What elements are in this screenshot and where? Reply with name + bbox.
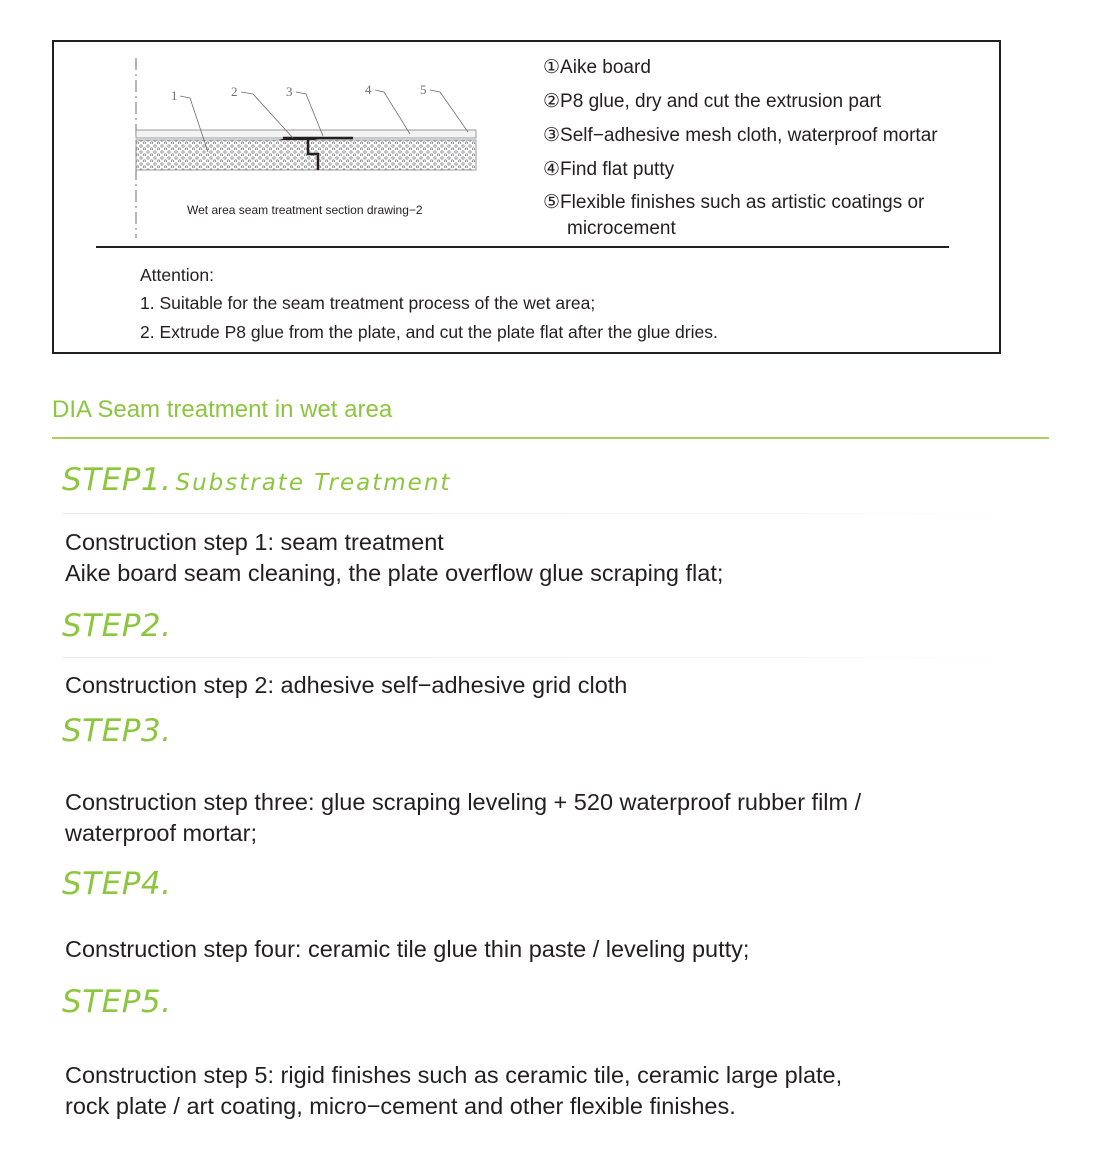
board-layer	[136, 140, 476, 170]
step-4-title	[62, 866, 171, 902]
step-3-label: STEP3.	[62, 713, 172, 749]
step-5-line-1: Construction step 5: rigid finishes such as ceramic tile, ceramic large plate,	[65, 1062, 843, 1088]
callout-2: 2	[231, 84, 238, 99]
step-4-line-1: Construction step four: ceramic tile glue thin paste / leveling putty;	[65, 936, 750, 962]
step-3-line-1: Construction step three: glue scraping leveling + 520 waterproof rubber film /	[65, 789, 862, 815]
section-title: DIA Seam treatment in wet area	[52, 396, 393, 423]
step-1-title	[62, 462, 451, 498]
step-3-title	[62, 713, 171, 749]
attention-item-1: 1. Suitable for the seam treatment process of the wet area;	[140, 293, 596, 313]
section-drawing	[118, 48, 478, 248]
step-1-rule	[62, 513, 1032, 514]
callout-4: 4	[365, 82, 372, 97]
leader-3	[296, 92, 323, 136]
legend-item-3: ③Self−adhesive mesh cloth, waterproof mortar	[543, 125, 938, 146]
step-2-label: STEP2.	[62, 608, 172, 644]
leader-5	[430, 90, 468, 132]
step-5-label: STEP5.	[62, 984, 172, 1020]
step-4-label: STEP4.	[62, 866, 172, 902]
step-1-subtitle: Substrate Treatment	[175, 470, 452, 496]
step-2-rule	[62, 657, 1032, 658]
legend-item-2: ②P8 glue, dry and cut the extrusion part	[543, 91, 882, 112]
attention-item-2: 2. Extrude P8 glue from the plate, and cut the plate flat after the glue dries.	[140, 322, 718, 342]
attention-heading: Attention:	[140, 265, 214, 285]
leader-4	[375, 90, 410, 134]
callout-5: 5	[420, 82, 427, 97]
callout-1: 1	[171, 88, 178, 103]
legend-item-5: ⑤Flexible finishes such as artistic coatings or	[543, 192, 925, 213]
legend-item-4: ④Find flat putty	[543, 159, 675, 180]
step-1-line-2: Aike board seam cleaning, the plate overflow glue scraping flat;	[65, 560, 724, 586]
step-3-line-2: waterproof mortar;	[65, 820, 257, 846]
section-rule	[52, 437, 1049, 439]
legend-item-1: ①Aike board	[543, 57, 651, 78]
step-2-title	[62, 608, 171, 644]
step-1-label: STEP1.	[62, 462, 172, 498]
step-2-line-1: Construction step 2: adhesive self−adhesive grid cloth	[65, 672, 628, 698]
step-5-title	[62, 984, 171, 1020]
step-1-line-1: Construction step 1: seam treatment	[65, 529, 444, 555]
legend-item-5-continued: microcement	[567, 218, 676, 239]
legend-divider	[96, 246, 949, 248]
step-5-line-2: rock plate / art coating, micro−cement and other flexible finishes.	[65, 1093, 736, 1119]
callout-3: 3	[286, 84, 293, 99]
drawing-caption: Wet area seam treatment section drawing−2	[187, 203, 423, 217]
